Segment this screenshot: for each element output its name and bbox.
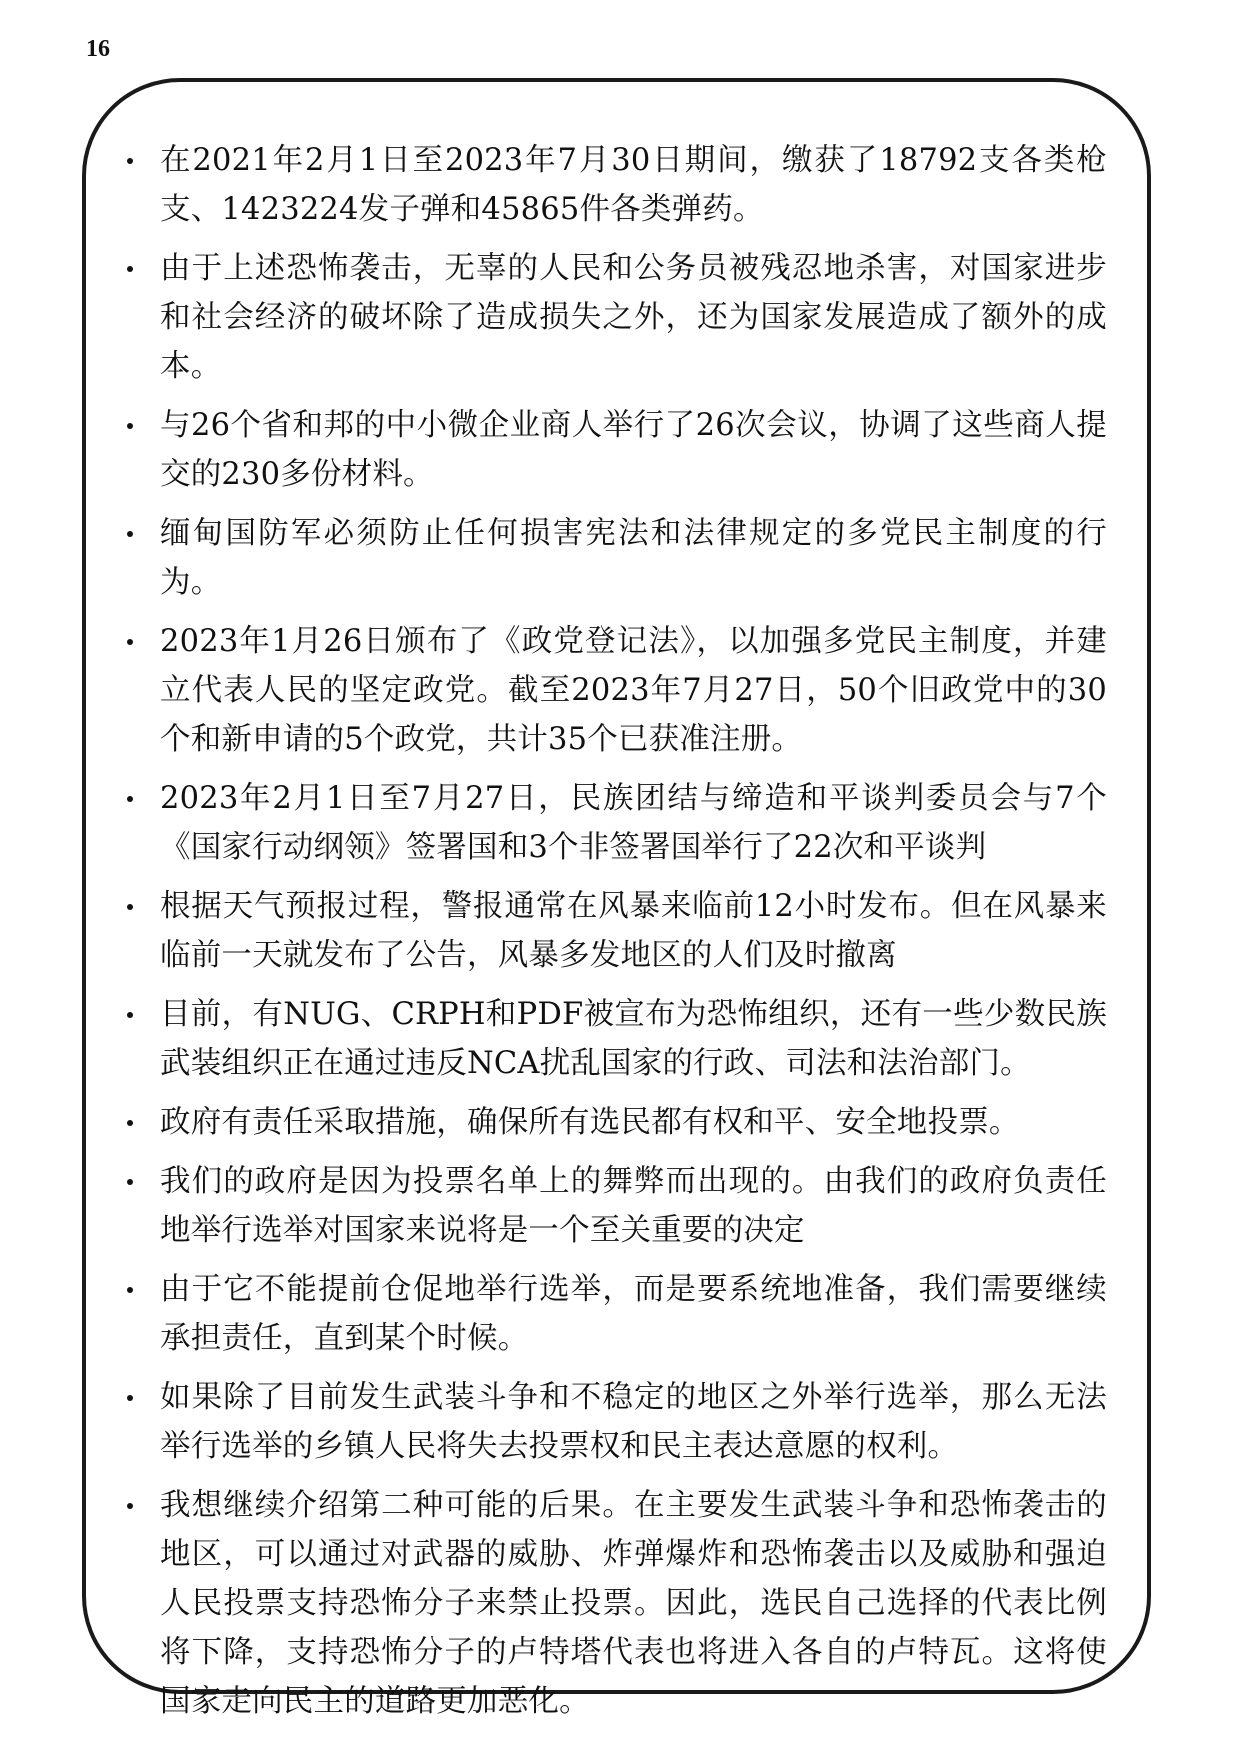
bullet-icon	[127, 904, 133, 910]
bullet-item	[122, 990, 1107, 1088]
bullet-item	[122, 1098, 1107, 1147]
bullet-text: 政府有责任采取措施，确保所有选民都有权和平、安全地投票。	[160, 1105, 1020, 1140]
page-number: 16	[86, 36, 110, 62]
bullet-text: 2023年2月1日至7月27日，民族团结与缔造和平谈判委员会与7个《国家行动纲领》签署国和3个非签署国举行了22次和平谈判	[160, 781, 1107, 865]
bullet-item	[122, 136, 1107, 234]
bullet-text: 2023年1月26日颁布了《政党登记法》，以加强多党民主制度，并建立代表人民的坚定政党。截至2023年7月27日，50个旧政党中的30个和新申请的5个政党，共计35个已获准注册。	[160, 624, 1107, 757]
bullet-icon	[127, 1287, 133, 1293]
bullet-icon	[127, 1503, 133, 1509]
bullet-list	[122, 136, 1107, 1736]
bullet-text: 在2021年2月1日至2023年7月30日期间，缴获了18792支各类枪支、1423224发子弹和45865件各类弹药。	[160, 143, 1107, 227]
bullet-icon	[127, 423, 133, 429]
bullet-item	[122, 1481, 1107, 1726]
bullet-text: 由于它不能提前仓促地举行选举，而是要系统地准备，我们需要继续承担责任，直到某个时候。	[160, 1272, 1107, 1356]
bullet-item	[122, 244, 1107, 391]
bullet-text: 由于上述恐怖袭击，无辜的人民和公务员被残忍地杀害，对国家进步和社会经济的破坏除了造成损失之外，还为国家发展造成了额外的成本。	[160, 251, 1107, 384]
bullet-item	[122, 774, 1107, 872]
bullet-item	[122, 1373, 1107, 1471]
bullet-text: 我想继续介绍第二种可能的后果。在主要发生武装斗争和恐怖袭击的地区，可以通过对武器的威胁、炸弹爆炸和恐怖袭击以及威胁和强迫人民投票支持恐怖分子来禁止投票。因此，选民自己选择的代表比例将下降，支持恐怖分子的卢特塔代表也将进入各自的卢特瓦。这将使国家走向民主的道路更加恶化。	[160, 1488, 1107, 1719]
bullet-text: 目前，有NUG、CRPH和PDF被宣布为恐怖组织，还有一些少数民族武装组织正在通过违反NCA扰乱国家的行政、司法和法治部门。	[160, 997, 1107, 1081]
bullet-icon	[127, 531, 133, 537]
bullet-icon	[127, 266, 133, 272]
bullet-text: 如果除了目前发生武装斗争和不稳定的地区之外举行选举，那么无法举行选举的乡镇人民将失去投票权和民主表达意愿的权利。	[160, 1380, 1107, 1464]
bullet-icon	[127, 1012, 133, 1018]
bullet-item	[122, 1157, 1107, 1255]
bullet-text: 与26个省和邦的中小微企业商人举行了26次会议，协调了这些商人提交的230多份材料。	[160, 408, 1107, 492]
bullet-text: 根据天气预报过程，警报通常在风暴来临前12小时发布。但在风暴来临前一天就发布了公告，风暴多发地区的人们及时撤离	[160, 889, 1107, 973]
bullet-item	[122, 401, 1107, 499]
bullet-icon	[127, 1395, 133, 1401]
bullet-icon	[127, 158, 133, 164]
bullet-icon	[127, 796, 133, 802]
bullet-item	[122, 882, 1107, 980]
bullet-icon	[127, 1179, 133, 1185]
bullet-item	[122, 617, 1107, 764]
bullet-item	[122, 509, 1107, 607]
bullet-item	[122, 1265, 1107, 1363]
bullet-icon	[127, 1120, 133, 1126]
bullet-icon	[127, 639, 133, 645]
bullet-text: 缅甸国防军必须防止任何损害宪法和法律规定的多党民主制度的行为。	[160, 516, 1107, 600]
bullet-text: 我们的政府是因为投票名单上的舞弊而出现的。由我们的政府负责任地举行选举对国家来说将是一个至关重要的决定	[160, 1164, 1107, 1248]
